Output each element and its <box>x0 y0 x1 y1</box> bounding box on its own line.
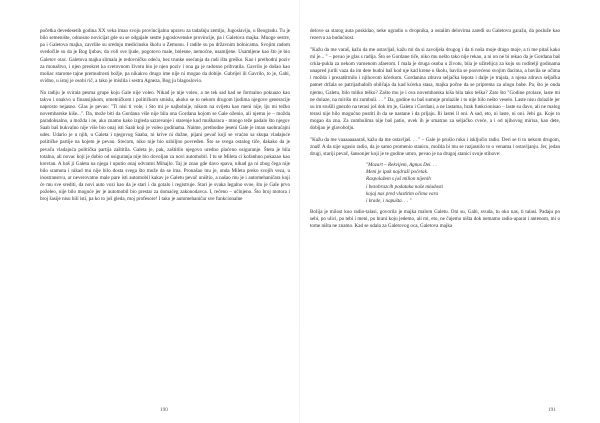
left-page-number: 190 <box>160 407 168 413</box>
left-paragraph-1: početka devedesetih godina XX veka imao svoju provincijalnu upravu za tadašnju zemlju, Jugoslaviju, u Beogradu. Tu je bilo semenište, odnosno novicijat gde su se odgajale sestre jugoslovenske provincije, pa i Galetova majka. Mnoge sestre, pa i Galetova majka, završile su srednju medicinsku školu u Zemunu. I radile su po državnim bolnicama. Svojim radom svedočile su da je Bog ljubav, da voli sve ljude, pogotovo male, bolesne, nemoćne, usamljene. Usamljene kao što je bio Galetov otac. Galetova majka slimala je redovničku odeću, bez trunke osećanja da radi išta greško. Kao i prethodni poziv za monaštvo, i njen preokret ka svetovnom životu bio je njen poziv i ona ga je radosno prihvatila. Gavrilo je došao kao moliac starome tajne premudrosti božje, pa nikakvo drugo ime nije ni mogao da dobije. Gabrijel ili Gavrilo, to je, Gabi, svidno, u istoj je osobi rič, a tako je mislila i sestra Agneza, Bog ju blagoslovio. <box>40 28 290 84</box>
poem-stanza <box>366 162 560 205</box>
right-paragraph-1: delove sa starog auta poskidao, neke ugradio u dvopnika, a ostalim delovima zaređi su Galetovu garažu, da posluže kao rezerva za budućnost. <box>310 28 560 42</box>
right-page <box>310 28 560 408</box>
right-paragraph-3: "Kažu da me vaaaaaaaaraš, kažu da me ostavljaš. . . " – Gale je prušio ruku i isključio radio. Deri se ti to nekom drugom, znaš! A da nije ugasio radio, da je samo promenio stanicu, možda bi mu se razjasnilo to o venama i ostavljanju. Jer, jedan drugi, stariji pevač, šansonjer koji je te godine umro, pevao je na drugoj stanici svoje stihove: <box>310 136 560 157</box>
right-paragraph-4: Bolija je milost koo radio-talasi, govorila je majka malom Galetu. Oni su, Gabi, svuda, tu oko nas, ti talasi. Padaju po sebi, po ulici, po tebi i meni, po hrani koju jedemo, ali mi, eto, ne čujemo ništa dok nemamo radio-aparat i antenom, mi o tome ništa ne znamo. Kad se udala za Galetovog oca, Galetova majka <box>310 208 560 230</box>
right-page-number: 191 <box>548 407 556 413</box>
left-paragraph-2: Na radiju je svirala pesma grupe koju Gale nije voleo. Nikad je nije voleo, a ne tek sad kad se formalno pokuazo kao takvo i onakvo u finansijskom, umetničkom i političkom smislu, akoko se to nekom drugom ljudima njegove generacije naprosto nejasno. Glas je pevao: "Ti nisi ti vole, i Sto mi je najbolnije, nikom na svijetu kao meni nije, lju mi težko novembarske kiše...". Da, može biti da Gordana više nije bila ona Gordana kojom se Gale oženio, ali njemu je – možda paradoksalno, a možda i ne, ako znamo kako izgleda sazrevanje i starenje kod muškaraca - mnogo teže padalo što njegov Saab baš bukvalno nije više bio onaj isti Saab koji je voleo godinama. Naime, prethodne jeseni Gale je imao saobraćajni udes. Udario je u njih, u Galeta i njegovog Saaba, ni krive ni dužne, pijani pevač koji se vraćao sa skupa vladajuće političke partije na kojem je pevao. Srećom, niko nije bio ozbiljno povređen. Što se svega ostalog tiče, dakako da je pevača vladajuća politička partija zaštitila. Galeta je, pak, zaštitilo njegovo uredno plaćeno osiguranje. Šteta je bila totalna, ali novac koji je dobio od osiguranja nije bio dovoljan za novi automobil. I tu se Mileta ci kofanhno pokazao kao krevtan. A baš ji Galeta na njega i uputio onaj odvratni Mihajlo. Taj je znao gde davo spava, nikad ga ni zbog čega nije bilo sramota i nikad mu nije bilo dosta svega što može da se ima. Pronašao mu je, onda Mileta preko svojih veza, u inostranstvu, ar neverovatno male pare isti automobil kakav je Galetu pevač uništio, a našao mu je i automehaničara koji će mu sve srediti, da novi auto vozi kao da je stari i da gotalo i registruje. Stari je svaka legalno svoe, što je Gale prvo poželeo, nije bilo moguće jer je automobil bio prestar za domaćeg zakonodavca. I, rečeno – učinjeno. Što broj motora i broj šasije nisu bili isti, pa ko to još gleda, moj profesore! I tako je automehaničar sve funkcionalne <box>40 89 290 203</box>
right-paragraph-2: "Kažu da me varaš, kažu da me ostavljaš, kažu mi da si zavoljela drugog i da ti noša moje drago moje, a ti me pitaš kako mi je... " – pevao je glas s radija. Što se Gordane tiče, niko mu nešto tako nije rekao, a ni on ne bi rekao da je Gordana baš crkla-pukla za nekom varnenom afaerom. I mala je druga osoba u životu, bila je užitelijca za koju su roditelji godinama unapred jurili vaza da im dete budni baš kod nje kad krene u školu, bavila se posvećeno svojim đacima, a bavila se učima i možda i prezatštrnilo i njihovom kćerkom. Gordanina zdrava seljačka lepota i dalje je trajala, a njena zdrava seljačka pamet držala se patrijarhalnih obilčaja da kad kćerka stasa, majka počne da se priprema za ulogu babe. Pa, što je onda njemu, Galetu, bilo toliko teško? Zašto mu je i ova novembarska kiša bila tako teška? Zato što "Godine prolaze, laste mi ne dolaze, na mirišu mi zumbuli. . . " Da, godine su baš sumnje prolazile i to nije bilo nešto veselo. Laste nisu dolazile jer su im srušili gnezdo na terasi još dok im je, Galetu i Gordani, a ne lastama, brak funkcionisao – laste su đavo, ali ne malog terasi nije bilo mogućno pustiti ih da se nastane i da prljaju. Ili lastei il oni. A sad, eto, ni laste, ni oni. Jebi ga. Koje to mogao da zna. Za zumbulima nije baš patio, uvek ih je smatrao za seljačko cveće, a i od njihovog mirisa, kao dete, dobijao je glavobolju. <box>310 46 560 132</box>
poem-line: i krade, i napušta. . . " <box>366 197 412 204</box>
poem-line: kojaj nas pred vlastitim očima vara <box>366 190 439 197</box>
poem-line: "Mozart – Rekvijem, Agnus Dei. . . <box>366 162 437 169</box>
poem-line: Meni je ipak najdraži početak. <box>366 169 429 176</box>
poem-line: Raspolažem s još milion nijenih <box>366 176 431 183</box>
page-gutter <box>299 0 300 423</box>
poem-line: i bezobrazcih podataka naše mladosti <box>366 183 443 190</box>
left-page <box>40 28 290 408</box>
